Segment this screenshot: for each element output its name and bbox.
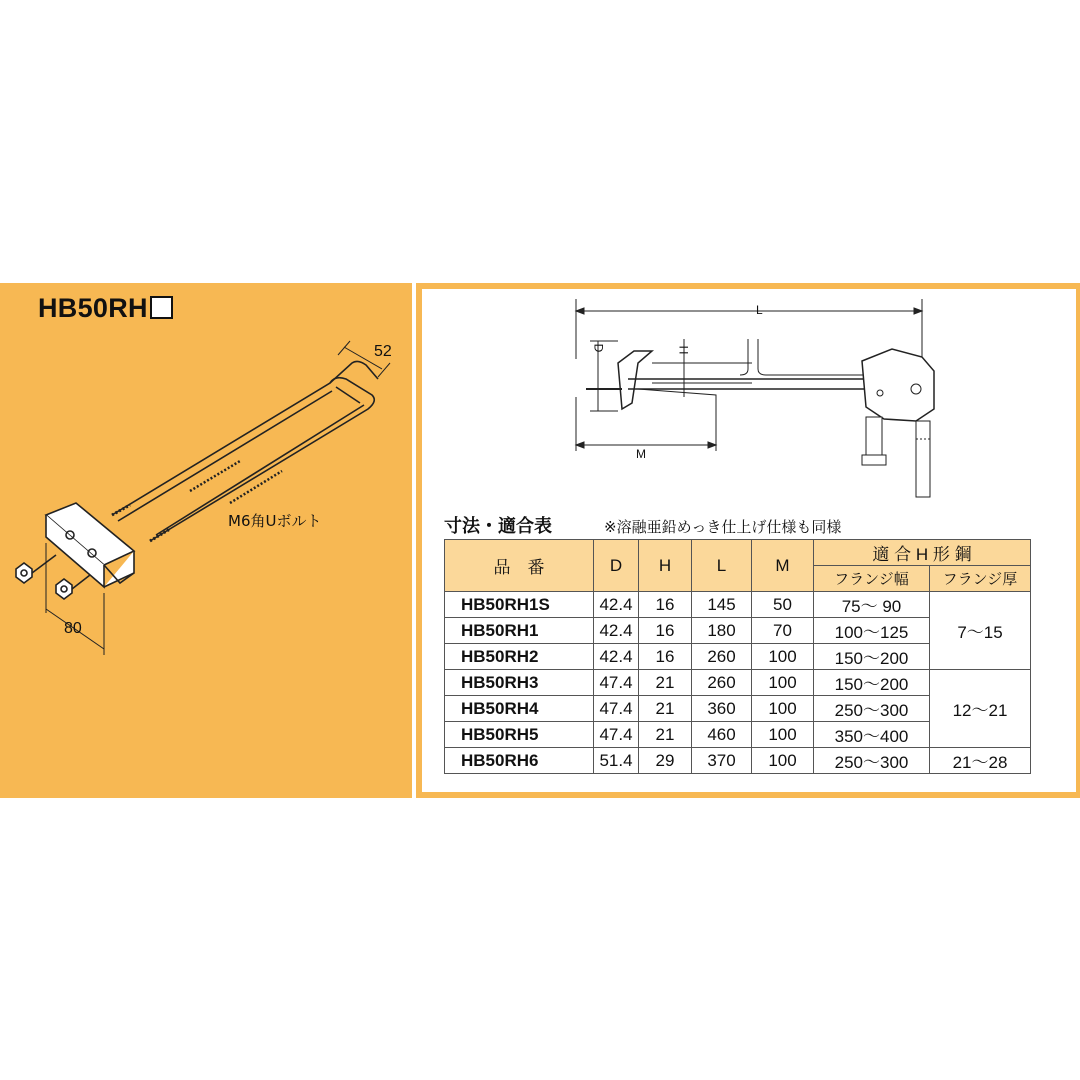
header-flange-width: フランジ幅 (814, 566, 930, 592)
cell-width: 350〜400 (814, 722, 930, 748)
cell-L: 180 (692, 618, 752, 644)
header-H: H (639, 540, 692, 592)
cell-H: 21 (639, 722, 692, 748)
cell-width: 250〜300 (814, 696, 930, 722)
cell-L: 260 (692, 644, 752, 670)
cell-model: HB50RH4 (445, 696, 594, 722)
table-row (445, 592, 1031, 618)
dim-M-label: M (636, 447, 646, 461)
header-flange-thickness: フランジ厚 (930, 566, 1031, 592)
cell-D: 42.4 (594, 644, 639, 670)
product-panel (0, 283, 412, 798)
cell-model: HB50RH2 (445, 644, 594, 670)
dim-D-label: D (591, 343, 606, 353)
cell-model: HB50RH5 (445, 722, 594, 748)
cell-model: HB50RH1 (445, 618, 594, 644)
table-row (445, 748, 1031, 774)
header-M: M (752, 540, 814, 592)
cell-D: 47.4 (594, 696, 639, 722)
cell-H: 21 (639, 696, 692, 722)
header-model: 品 番 (445, 540, 594, 592)
cell-M: 70 (752, 618, 814, 644)
cell-D: 42.4 (594, 618, 639, 644)
product-illustration (0, 283, 412, 798)
header-D: D (594, 540, 639, 592)
cell-M: 100 (752, 696, 814, 722)
cell-M: 100 (752, 670, 814, 696)
dimension-drawing (422, 289, 1076, 519)
cell-thickness: 12〜21 (930, 670, 1031, 748)
cell-M: 100 (752, 748, 814, 774)
cell-L: 360 (692, 696, 752, 722)
table-row (445, 670, 1031, 696)
cell-L: 145 (692, 592, 752, 618)
cell-D: 51.4 (594, 748, 639, 774)
cell-H: 16 (639, 644, 692, 670)
cell-M: 100 (752, 722, 814, 748)
spec-table (444, 539, 1031, 774)
cell-D: 42.4 (594, 592, 639, 618)
cell-thickness: 7〜15 (930, 592, 1031, 670)
u-bolt-label: M6角Uボルト (228, 512, 322, 530)
cell-width: 150〜200 (814, 670, 930, 696)
cell-model: HB50RH3 (445, 670, 594, 696)
table-note: ※溶融亜鉛めっき仕上げ仕様も同様 (604, 518, 842, 536)
cell-H: 21 (639, 670, 692, 696)
spec-panel-inner (422, 289, 1076, 792)
header-L: L (692, 540, 752, 592)
cell-H: 29 (639, 748, 692, 774)
cell-L: 460 (692, 722, 752, 748)
cell-model: HB50RH6 (445, 748, 594, 774)
cell-D: 47.4 (594, 670, 639, 696)
cell-L: 260 (692, 670, 752, 696)
header-group: 適 合 H 形 鋼 (814, 540, 1031, 566)
cell-H: 16 (639, 618, 692, 644)
dim-L-label: L (756, 303, 763, 317)
dim-52-label: 52 (374, 343, 392, 360)
cell-width: 100〜125 (814, 618, 930, 644)
cell-width: 150〜200 (814, 644, 930, 670)
dim-H-label: H (676, 345, 691, 355)
cell-L: 370 (692, 748, 752, 774)
cell-M: 100 (752, 644, 814, 670)
cell-H: 16 (639, 592, 692, 618)
cell-D: 47.4 (594, 722, 639, 748)
spec-panel (416, 283, 1080, 798)
table-heading: 寸法・適合表 (444, 516, 552, 537)
cell-M: 50 (752, 592, 814, 618)
cell-thickness: 21〜28 (930, 748, 1031, 774)
cell-model: HB50RH1S (445, 592, 594, 618)
cell-width: 250〜300 (814, 748, 930, 774)
cell-width: 75〜 90 (814, 592, 930, 618)
dim-80-label: 80 (64, 620, 82, 637)
product-title: HB50RH (38, 293, 173, 324)
